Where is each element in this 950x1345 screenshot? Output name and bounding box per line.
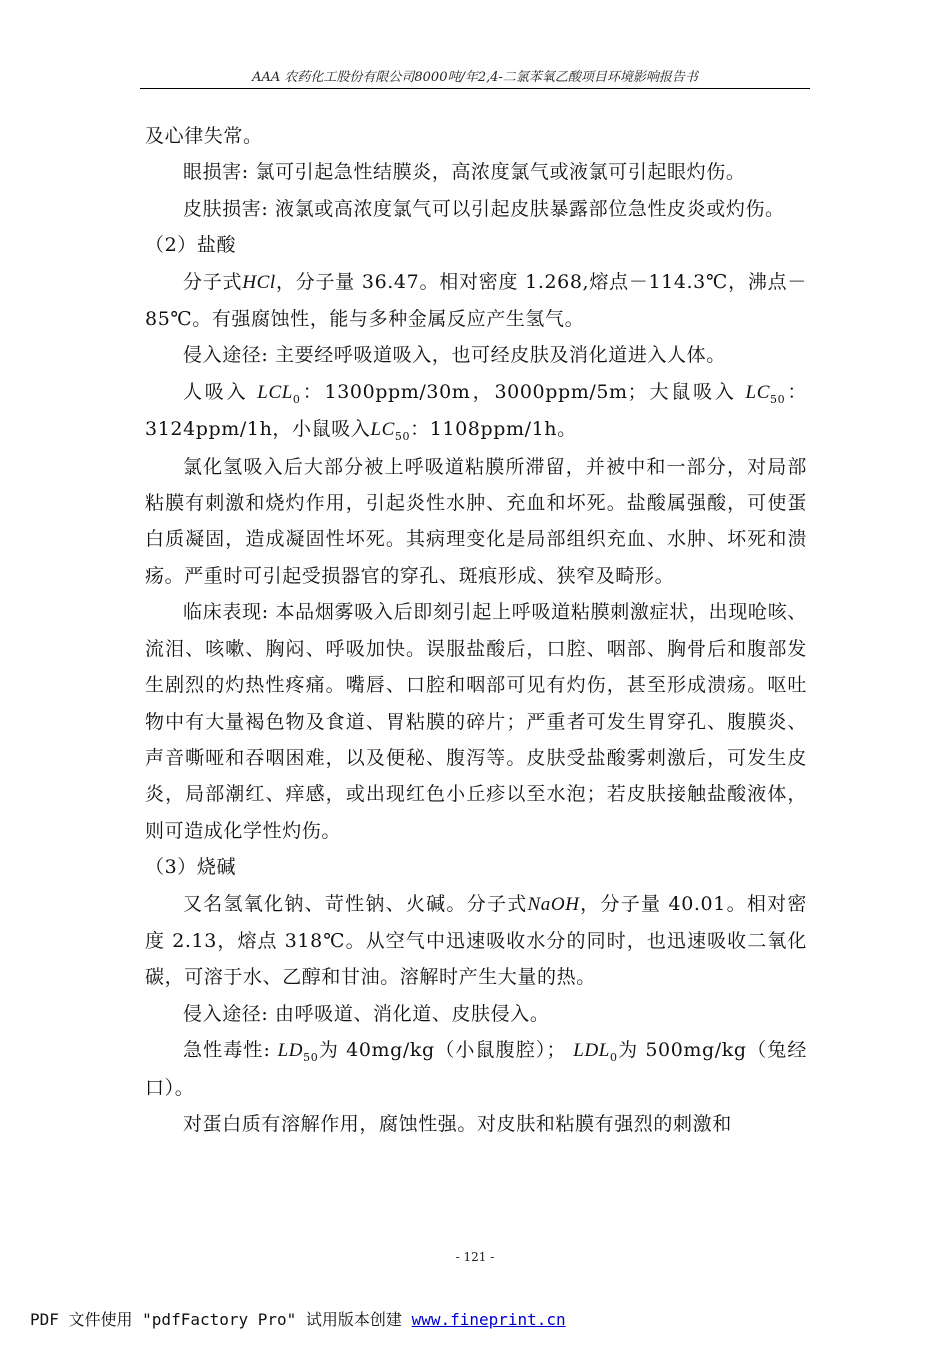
text-run: 为 500mg/kg（兔经口）。 — [145, 1039, 808, 1099]
formula: NaOH — [527, 893, 580, 915]
subscript: 50 — [770, 392, 786, 406]
formula: LCL — [257, 381, 293, 403]
paragraph: 眼损害: 氯可引起急性结膜炎，高浓度氯气或液氯可引起眼灼伤。 — [183, 161, 746, 184]
subscript: 0 — [609, 1050, 618, 1064]
text-run: ，分子量 36.47。相对密度 1.268,熔点－114.3℃，沸点－85℃。有强腐蚀性，能与多种金属反应产生氢气。 — [145, 270, 807, 331]
paragraph — [145, 264, 807, 338]
subscript: 0 — [292, 392, 301, 406]
paragraph — [145, 886, 807, 996]
paragraph — [145, 1032, 807, 1106]
paragraph: 临床表现: 本品烟雾吸入后即刻引起上呼吸道粘膜刺激症状，出现呛咳、流泪、咳嗽、胸闷、呼吸加快。误服盐酸后，口腔、咽部、胸骨后和腹部发生剧烈的灼热性疼痛。嘴唇、口腔和咽部可见有灼伤，甚至形成溃疡。呕吐物中有大量褐色物及食道、胃粘膜的碎片；严重者可发生胃穿孔、腹膜炎、声音嘶哑和吞咽困难，以及便秘、腹泻等。皮肤受盐酸雾刺激后，可发生皮炎，局部潮红、痒感，或出现红色小丘疹以至水泡；若皮肤接触盐酸液体，则可造成化学性灼伤。 — [145, 601, 807, 842]
paragraph: 对蛋白质有溶解作用，腐蚀性强。对皮肤和粘膜有强烈的刺激和 — [183, 1112, 732, 1135]
text-run: ：3124ppm/1h，小鼠吸入 — [145, 380, 808, 441]
paragraph: 皮肤损害: 液氯或高浓度氯气可以引起皮肤暴露部位急性皮炎或灼伤。 — [183, 197, 785, 220]
text-run: 分子式 — [183, 270, 243, 293]
paragraph: 氯化氢吸入后大部分被上呼吸道粘膜所滞留，并被中和一部分，对局部粘膜有刺激和烧灼作用，引起炎性水肿、充血和坏死。盐酸属强酸，可使蛋白质凝固，造成凝固性坏死。其病理变化是局部组织充血、水肿、坏死和溃疡。严重时可引起受损器官的穿孔、斑痕形成、狭窄及畸形。 — [145, 455, 807, 587]
text-run: ：1300ppm/30m，3000ppm/5m；大鼠吸入 — [300, 380, 737, 403]
paragraph — [145, 374, 807, 449]
formula: LC — [745, 381, 770, 403]
fineprint-link[interactable]: www.fineprint.cn — [411, 1310, 566, 1329]
text-run: 急性毒性: — [183, 1039, 278, 1062]
text-run: 人吸入 — [183, 380, 249, 403]
running-header: AAA 农药化工股份有限公司8000吨/年2,4-二氯苯氧乙酸项目环境影响报告书 — [252, 70, 698, 85]
footer-text: PDF 文件使用 "pdfFactory Pro" 试用版本创建 — [30, 1310, 412, 1329]
section-heading-naoh: （3）烧碱 — [145, 856, 237, 879]
formula: LC — [370, 419, 395, 441]
body-text — [145, 118, 807, 1142]
subscript: 50 — [303, 1050, 319, 1064]
formula: LDL — [573, 1040, 610, 1062]
paragraph: 侵入途径: 由呼吸道、消化道、皮肤侵入。 — [183, 1002, 550, 1025]
paragraph: 侵入途径: 主要经呼吸道吸入，也可经皮肤及消化道进入人体。 — [183, 344, 726, 367]
subscript: 50 — [394, 430, 411, 444]
text-run: 又名氢氧化钠、苛性钠、火碱。分子式 — [183, 892, 528, 915]
text-run: 为 40mg/kg（小鼠腹腔）； — [318, 1039, 567, 1062]
text-run: ，分子量 40.01。相对密度 2.13，熔点 318℃。从空气中迅速吸收水分的同时，也迅速吸收二氧化碳，可溶于水、乙醇和甘油。溶解时产生大量的热。 — [145, 892, 807, 989]
section-heading-hcl: （2）盐酸 — [145, 234, 237, 257]
formula: HCl — [242, 271, 276, 293]
page-number: - 121 - — [455, 1250, 495, 1264]
header-rule — [140, 88, 810, 89]
pdf-footer — [30, 1307, 566, 1330]
paragraph: 及心律失常。 — [145, 125, 263, 147]
formula: LD — [277, 1040, 304, 1062]
text-run: ：1108ppm/1h。 — [410, 418, 577, 441]
